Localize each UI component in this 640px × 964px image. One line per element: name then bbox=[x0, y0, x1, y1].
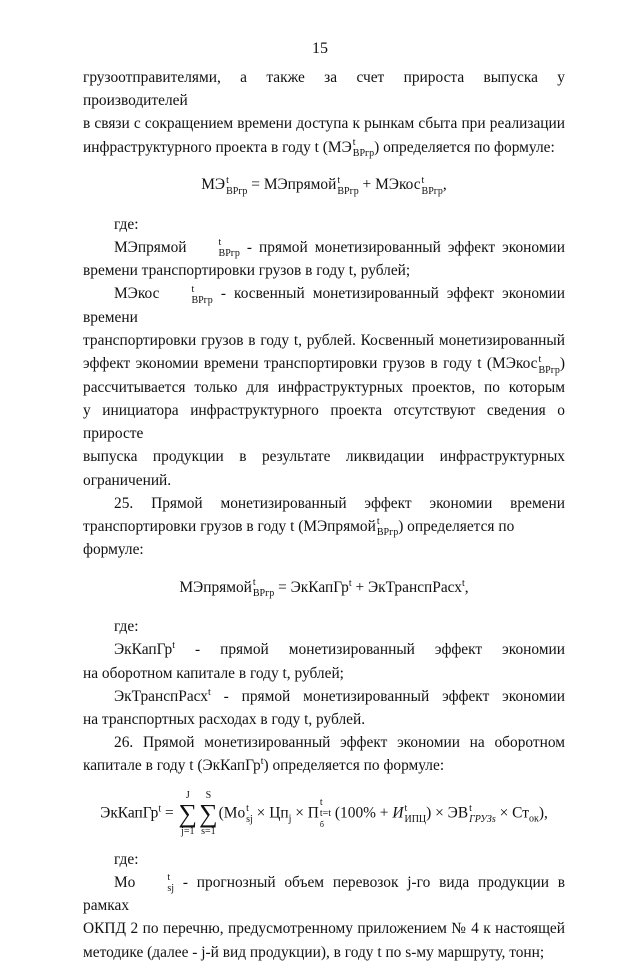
definition-line bbox=[83, 352, 565, 375]
formula-1 bbox=[83, 173, 565, 196]
text: ) определяется по формуле: bbox=[83, 517, 515, 559]
text: - прямой монетизированный эффект экономии bbox=[210, 687, 565, 705]
symbol: Mo bbox=[223, 804, 246, 822]
symbol: МЭкос bbox=[375, 176, 421, 194]
index: t ВРгр bbox=[226, 174, 248, 197]
symbol: МЭпрямой bbox=[114, 238, 187, 256]
definition-line bbox=[83, 871, 565, 918]
operator: = bbox=[247, 176, 264, 194]
where-label: где: bbox=[114, 618, 139, 636]
page-number: 15 bbox=[312, 40, 328, 57]
index: t ВРгр bbox=[376, 516, 399, 539]
definition-line bbox=[83, 282, 565, 329]
operator: = bbox=[161, 804, 178, 822]
paragraph-line: грузоотправителями, а также за счет прироста выпуска у производителей bbox=[83, 69, 565, 110]
text: капитале в году t (ЭкКапГр bbox=[83, 757, 261, 775]
definition-line: ограничений. bbox=[83, 471, 172, 489]
definition-line: транспортировки грузов в году t, рублей. Косвенный монетизированный bbox=[83, 332, 565, 350]
formula-2 bbox=[83, 576, 565, 599]
index: t ВРгр bbox=[538, 353, 560, 376]
symbol: П bbox=[307, 804, 319, 822]
symbol: ЭкКапГр bbox=[290, 578, 349, 596]
operator: + bbox=[351, 578, 368, 596]
symbol: ЭкКапГр bbox=[100, 804, 159, 822]
symbol: Ст bbox=[512, 804, 529, 822]
index: t ВРгр bbox=[252, 577, 275, 600]
paragraph-line bbox=[83, 515, 565, 562]
text: эффект экономии времени транспортировки грузов в году t (МЭкос bbox=[83, 355, 538, 373]
symbol: МЭпрямой bbox=[179, 578, 252, 596]
page-body bbox=[83, 66, 565, 964]
text: - прямой монетизированный эффект экономии bbox=[239, 238, 565, 256]
index: t ВРгр bbox=[421, 174, 443, 197]
definition-line: на транспортных расходах в году t, рублей. bbox=[83, 710, 366, 728]
paragraph-line: 25. Прямой монетизированный эффект экономии времени bbox=[114, 494, 565, 512]
sup-t: t bbox=[352, 137, 356, 149]
definition-line: ОКПД 2 по перечню, предусмотренному приложением № 4 к настоящей bbox=[83, 920, 565, 938]
text: ) определяется по формуле: bbox=[263, 757, 445, 775]
definition-line: ЭкТранспРасх$^t$ - прямой монетизированный эффект экономии bbox=[114, 686, 565, 705]
definition-line: выпуска продукции в результате ликвидации инфраструктурных bbox=[83, 448, 565, 466]
where-label: где: bbox=[114, 215, 139, 233]
paragraph-line: 26. Прямой монетизированный эффект экономии на оборотном bbox=[114, 734, 565, 752]
sum-j: J ∑ j=1 bbox=[178, 789, 198, 837]
definition-line bbox=[83, 236, 565, 259]
text: ) определяется по формуле: bbox=[374, 138, 555, 156]
definition-line: рассчитывается только для инфраструктурных проектов, по которым bbox=[83, 378, 565, 396]
symbol: МЭкос bbox=[114, 285, 160, 303]
symbol: Mo bbox=[114, 873, 136, 891]
symbol: МЭпрямой bbox=[263, 176, 337, 194]
symbol: ЭкТранспРасх bbox=[367, 578, 462, 596]
definition-line: на оборотном капитале в году t, рублей; bbox=[83, 664, 344, 682]
formula-3: ЭкКапГр$^t$ = J ∑ j=1 S ∑ s=1 (Mo t sj × $Цп_j \times П$ t t=t б (100% + И t ИПЦ ) × ЭВ t ГРУЗs × $Ст_{ок}$), bbox=[100, 789, 548, 837]
definition-line: ЭкКапГр$^t$ - прямой монетизированный эффект экономии bbox=[114, 640, 565, 659]
text: - косвенный монетизированный эффект экономии времени bbox=[83, 285, 565, 326]
definition-line: у инициатора инфраструктурного проекта отсутствуют сведения о приросте bbox=[83, 401, 565, 443]
paragraph-line bbox=[83, 136, 565, 159]
symbol: ЭВ bbox=[447, 804, 469, 822]
symbol: ЭкТранспРасх bbox=[114, 687, 208, 705]
paragraph-line: капитале в году t (ЭкКапГр$^t$) определяется по формуле: bbox=[83, 756, 445, 775]
where-label: где: bbox=[114, 850, 139, 868]
symbol: ЭкКапГр bbox=[114, 641, 173, 659]
text: инфраструктурного проекта в году t (МЭ bbox=[83, 138, 352, 156]
punct: ) bbox=[559, 355, 565, 373]
sum-s: S ∑ s=1 bbox=[199, 789, 218, 837]
definition-line: времени транспортировки грузов в году t, рублей; bbox=[83, 262, 411, 280]
text: транспортировки грузов в году t (МЭпрямой bbox=[83, 517, 376, 535]
operator: = bbox=[274, 578, 291, 596]
operator: + bbox=[358, 176, 376, 194]
text: - прямой монетизированный эффект экономии bbox=[174, 641, 565, 659]
symbol: И bbox=[392, 804, 404, 822]
punct: , bbox=[442, 176, 447, 194]
sup: t bbox=[461, 577, 465, 589]
symbol: МЭ bbox=[201, 176, 226, 194]
text: - прогнозный объем перевозок j-го вида продукции в рамках bbox=[83, 873, 565, 915]
punct: , bbox=[464, 578, 469, 596]
index: t sj bbox=[167, 872, 175, 895]
index: t ВРгр bbox=[218, 237, 240, 260]
sub-vrgr: ВРгр bbox=[352, 148, 375, 160]
index: t ВРгр bbox=[337, 174, 359, 197]
sup: t bbox=[348, 577, 352, 589]
index: t ВРгр bbox=[191, 283, 213, 306]
index bbox=[353, 137, 374, 159]
symbol: Цп bbox=[269, 804, 289, 822]
paragraph-line: в связи с сокращением времени доступа к рынкам сбыта при реализации bbox=[83, 115, 565, 133]
definition-line: методике (далее - j-й вид продукции), в году t по s-му маршруту, тонн; bbox=[83, 943, 545, 961]
